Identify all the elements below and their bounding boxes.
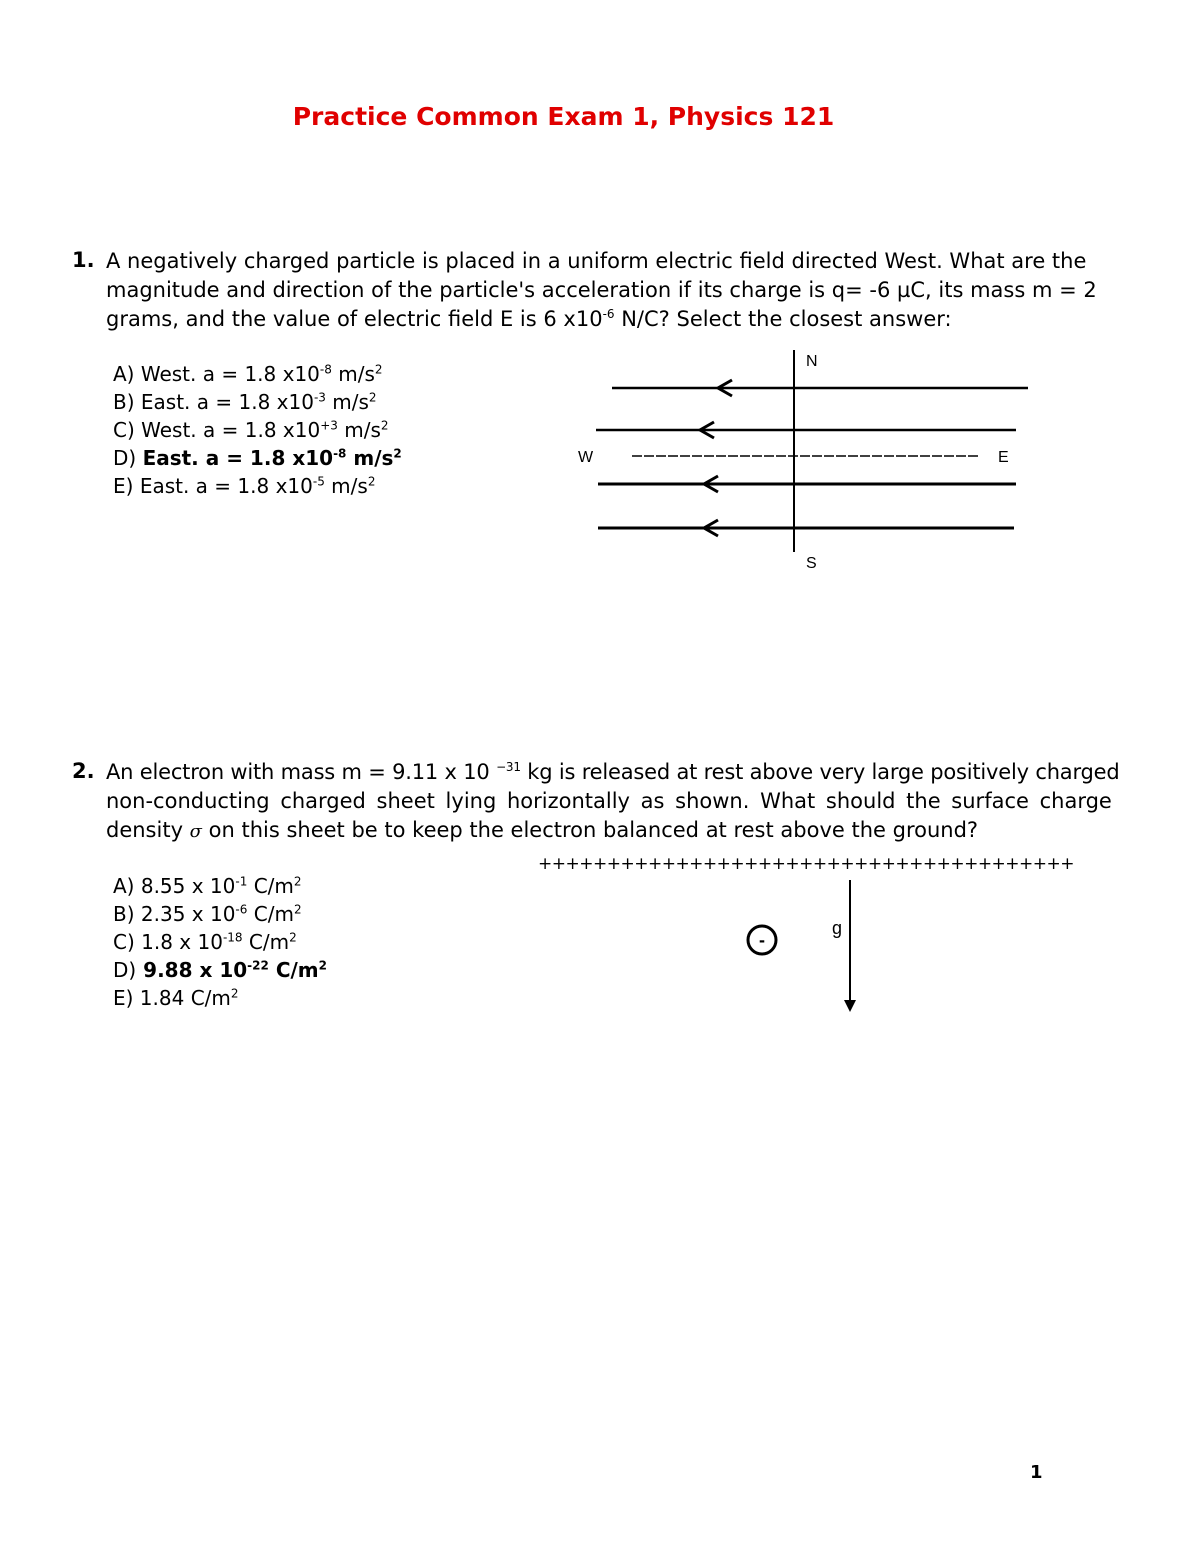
- question-2-choices: [113, 872, 327, 1012]
- question-1-text: [106, 247, 1097, 334]
- q1-choice-c[interactable]: C) West. a = 1.8 $x10^{+3}$ $m/s^2$: [113, 418, 389, 442]
- q1-choice-d[interactable]: D) East. a = 1.8 $x10^{-8}$ $m/s^2$: [113, 446, 402, 470]
- question-1-choices: [113, 360, 402, 500]
- page-title: Practice Common Exam 1, Physics 121: [292, 102, 835, 131]
- field-line: [598, 476, 1016, 492]
- question-1-line-3: grams, and the value of electric field E is 6 $x10^{-6}$ N/C? Select the closest answer:: [106, 307, 952, 331]
- field-line: [596, 422, 1016, 438]
- positive-sheet: +++++++++++++++++++++++++++++++++++++++: [538, 854, 1075, 874]
- question-2-line-1: An electron with mass m = 9.11 x 10 $^{-31}$ kg is released at rest above very large positively charged: [106, 760, 1120, 784]
- field-line: [598, 520, 1014, 536]
- question-2-line-3: density σ on this sheet be to keep the electron balanced at rest above the ground?: [106, 818, 979, 842]
- electron-sign: -: [759, 930, 765, 950]
- q2-electron-diagram: [730, 870, 870, 1020]
- south-label: S: [806, 555, 817, 572]
- electron-icon: [748, 926, 776, 954]
- page-number: 1: [1030, 1462, 1043, 1483]
- q1-choice-e[interactable]: E) East. a = 1.8 $x10^{-5}$ $m/s^2$: [113, 474, 376, 498]
- q1-field-diagram: [560, 340, 1040, 580]
- q2-choice-e[interactable]: E) 1.84 $C/m^2$: [113, 986, 239, 1010]
- question-1-line-2: magnitude and direction of the particle's acceleration if its charge is q= -6 µC, its mass m = 2: [106, 278, 1097, 302]
- field-line: [612, 380, 1028, 396]
- question-2-number: 2.: [72, 759, 95, 783]
- q2-choice-d[interactable]: D) 9.88 x $10^{-22}$ $C/m^2$: [113, 958, 328, 982]
- question-2-line-2: non-conducting charged sheet lying horizontally as shown. What should the surface charge: [106, 789, 1112, 813]
- q1-choice-b[interactable]: B) East. a = 1.8 $x10^{-3}$ $m/s^2$: [113, 390, 377, 414]
- question-2-text: [106, 758, 1120, 846]
- question-1-number: 1.: [72, 248, 95, 272]
- east-label: E: [998, 449, 1009, 466]
- q2-choice-b[interactable]: B) 2.35 x $10^{-6}$ $C/m^2$: [113, 902, 302, 926]
- q2-choice-a[interactable]: A) 8.55 x $10^{-1}$ $C/m^2$: [113, 874, 302, 898]
- gravity-arrow-icon: [844, 880, 856, 1012]
- north-label: N: [806, 353, 818, 370]
- q1-choice-a[interactable]: A) West. a = 1.8 $x10^{-8}$ $m/s^2$: [113, 362, 383, 386]
- question-1-line-1: A negatively charged particle is placed in a uniform electric field directed West. What are the: [106, 249, 1087, 273]
- q2-choice-c[interactable]: C) 1.8 x $10^{-18}$ $C/m^2$: [113, 930, 297, 954]
- gravity-label: g: [832, 918, 843, 938]
- sigma-symbol: σ: [189, 821, 202, 842]
- west-label: W: [578, 449, 594, 466]
